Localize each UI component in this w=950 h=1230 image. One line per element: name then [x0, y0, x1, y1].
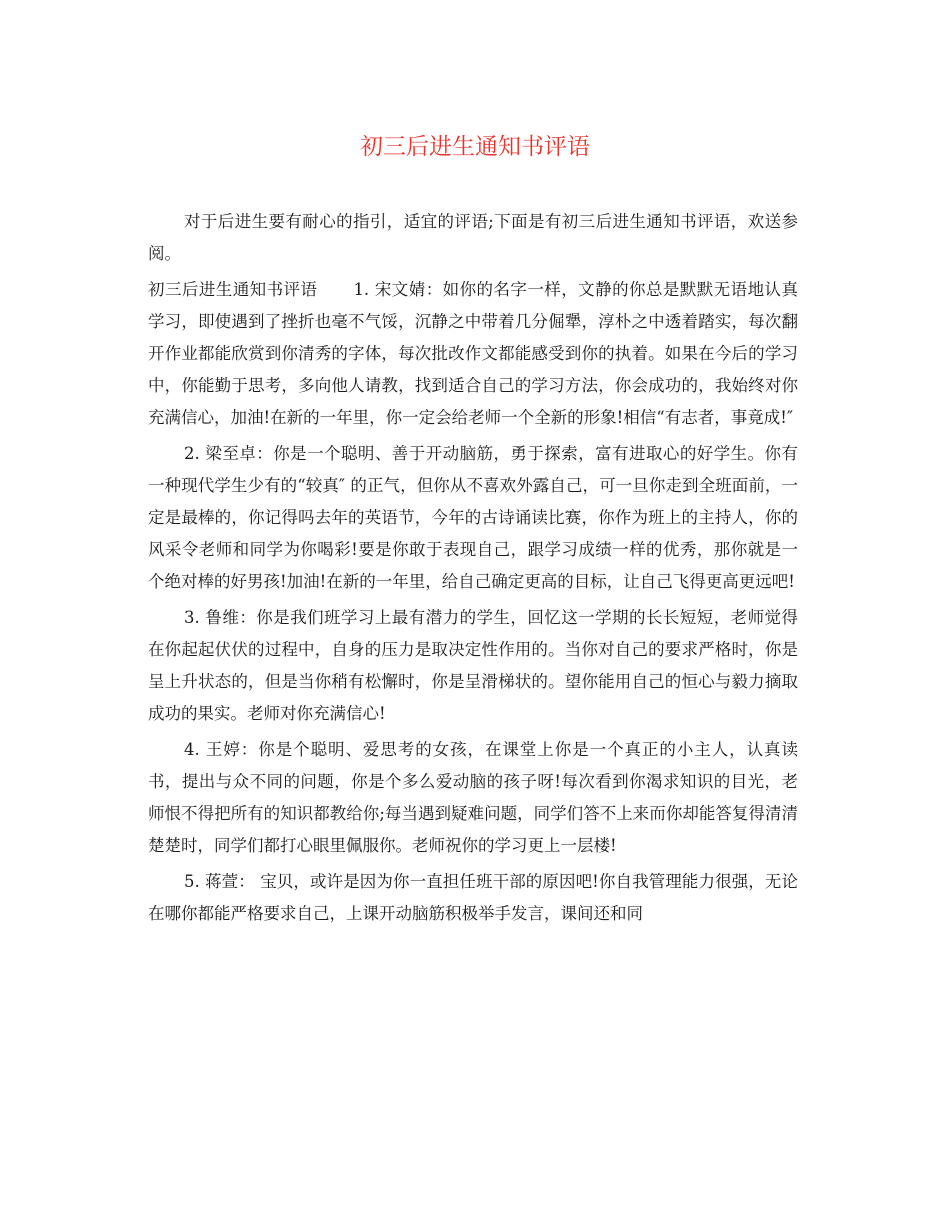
comment-1-text: 1. 宋文婧：如你的名字一样，文静的你总是默默无语地认真学习，即使遇到了挫折也毫不气馁，沉静之中带着几分倔犟，淳朴之中透着踏实，每次翻开作业都能欣赏到你清秀的字体，每次批改作文都能感受到你的执着。如果在今后的学习中，你能勤于思考，多向他人请教，找到适合自己的学习方法，你会成功的，我始终对你充满信心，加油!在新的一年里，你一定会给老师一个全新的形象!相信“有志者，事竟成!″	[148, 280, 798, 427]
comment-paragraph-2: 2. 梁至卓：你是一个聪明、善于开动脑筋，勇于探索，富有进取心的好学生。你有一种现代学生少有的“较真″ 的正气，但你从不喜欢外露自己，可一旦你走到全班面前，一定是最棒的，你记得吗去年的英语节，今年的古诗诵读比赛，你作为班上的主持人，你的风采令老师和同学为你喝彩!要是你敢于表现自己，跟学习成绩一样的优秀，那你就是一个绝对棒的好男孩!加油!在新的一年里，给自己确定更高的目标，让自己飞得更高更远吧!	[148, 444, 798, 591]
comment-paragraph-1	[148, 274, 798, 434]
document-body	[148, 206, 798, 930]
section-heading: 初三后进生通知书评语	[148, 280, 318, 299]
comment-paragraph-3: 3. 鲁维：你是我们班学习上最有潜力的学生，回忆这一学期的长长短短，老师觉得在你起起伏伏的过程中，自身的压力是取决定性作用的。当你对自己的要求严格时，你是呈上升状态的，但是当你稍有松懈时，你是呈滑梯状的。望你能用自己的恒心与毅力摘取成功的果实。老师对你充满信心!	[148, 608, 798, 723]
document-title: 初三后进生通知书评语	[360, 134, 590, 160]
intro-paragraph: 对于后进生要有耐心的指引，适宜的评语;下面是有初三后进生通知书评语，欢送参阅。	[148, 212, 798, 263]
comment-paragraph-4: 4. 王婷：你是个聪明、爱思考的女孩，在课堂上你是一个真正的小主人，认真读书，提出与众不同的问题，你是个多么爱动脑的孩子呀!每次看到你渴求知识的目光，老师恨不得把所有的知识都教给你;每当遇到疑难问题，同学们答不上来而你却能答复得清清楚楚时，同学们都打心眼里佩服你。老师祝你的学习更上一层楼!	[148, 740, 798, 855]
comment-paragraph-5: 5. 蒋萱： 宝贝，或许是因为你一直担任班干部的原因吧!你自我管理能力很强，无论在哪你都能严格要求自己，上课开动脑筋积极举手发言，课间还和同	[148, 872, 798, 923]
